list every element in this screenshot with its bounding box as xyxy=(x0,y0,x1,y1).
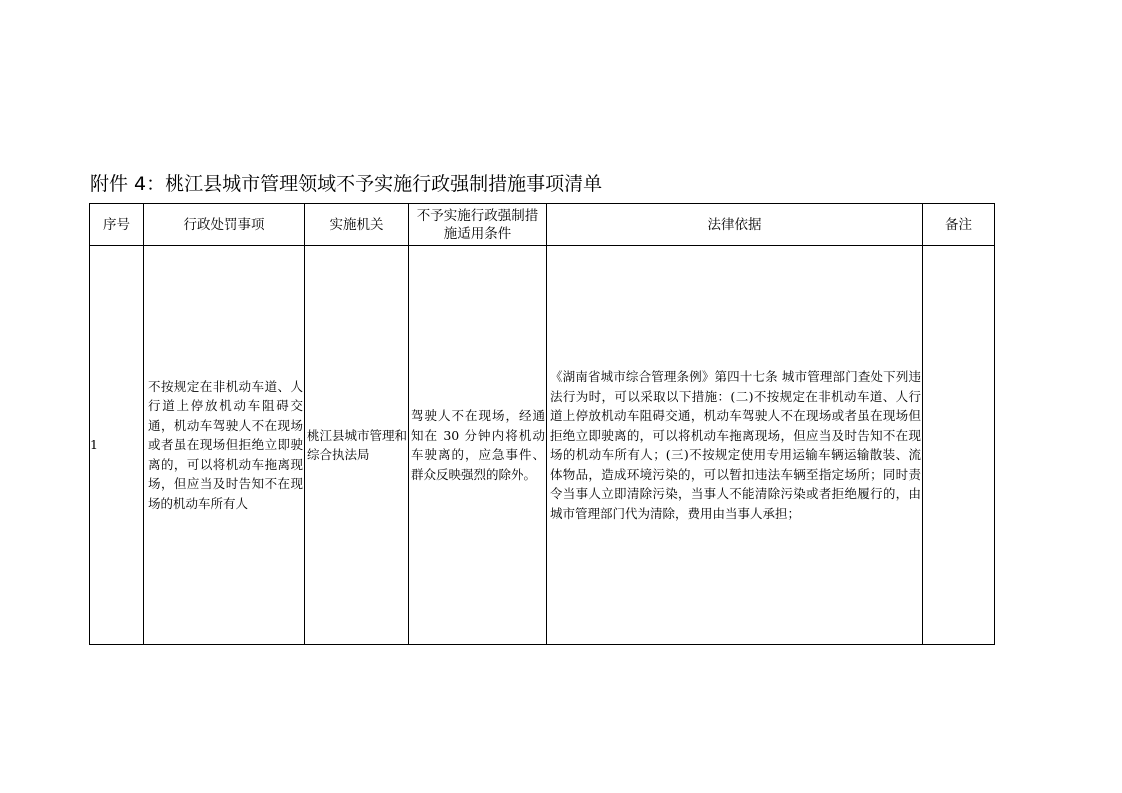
cell-agency xyxy=(305,246,409,645)
header-agency: 实施机关 xyxy=(305,204,409,246)
header-remarks: 备注 xyxy=(923,204,995,246)
cell-event-text: 不按规定在非机动车道、人行道上停放机动车阻碍交通，机动车驾驶人不在现场或者虽在现场但拒绝立即驶离的，可以将机动车拖离现场，但应当及时告知不在现场的机动车所有人 xyxy=(148,378,303,511)
cell-legal-basis xyxy=(547,246,923,645)
header-condition xyxy=(409,204,547,246)
cell-remarks xyxy=(923,246,995,645)
enforcement-items-table xyxy=(89,203,995,645)
table-row xyxy=(90,246,995,645)
cell-agency-text: 桃江县城市管理和综合执法局 xyxy=(307,427,408,462)
header-seq: 序号 xyxy=(90,204,144,246)
header-condition-label: 不予实施行政强制措施适用条件 xyxy=(416,207,539,242)
cell-legal-basis-text: 《湖南省城市综合管理条例》第四十七条 城市管理部门查处下列违法行为时，可以采取以下措施：(二)不按规定在非机动车道、人行道上停放机动车阻碍交通，机动车驾驶人不在现场或者虽在现场但拒绝立即驶离的，可以将机动车拖离现场，但应当及时告知不在现场的机动车所有人；(三)不按规定使用专用运输车辆运输散装、流体物品，造成环境污染的，可以暂扣违法车辆至指定场所；同时责令当事人立即清除污染，当事人不能清除污染或者拒绝履行的，由城市管理部门代为清除，费用由当事人承担； xyxy=(550,369,921,521)
cell-condition-text: 驾驶人不在现场，经通知在 30 分钟内将机动车驶离的，应急事件、群众反映强烈的除外。 xyxy=(411,408,545,482)
table-header-row xyxy=(90,204,995,246)
document-title: 附件 4：桃江县城市管理领域不予实施行政强制措施事项清单 xyxy=(90,173,603,195)
header-legal-basis: 法律依据 xyxy=(547,204,923,246)
cell-event xyxy=(144,246,305,645)
header-event: 行政处罚事项 xyxy=(144,204,305,246)
cell-condition xyxy=(409,246,547,645)
cell-seq: 1 xyxy=(90,246,144,645)
